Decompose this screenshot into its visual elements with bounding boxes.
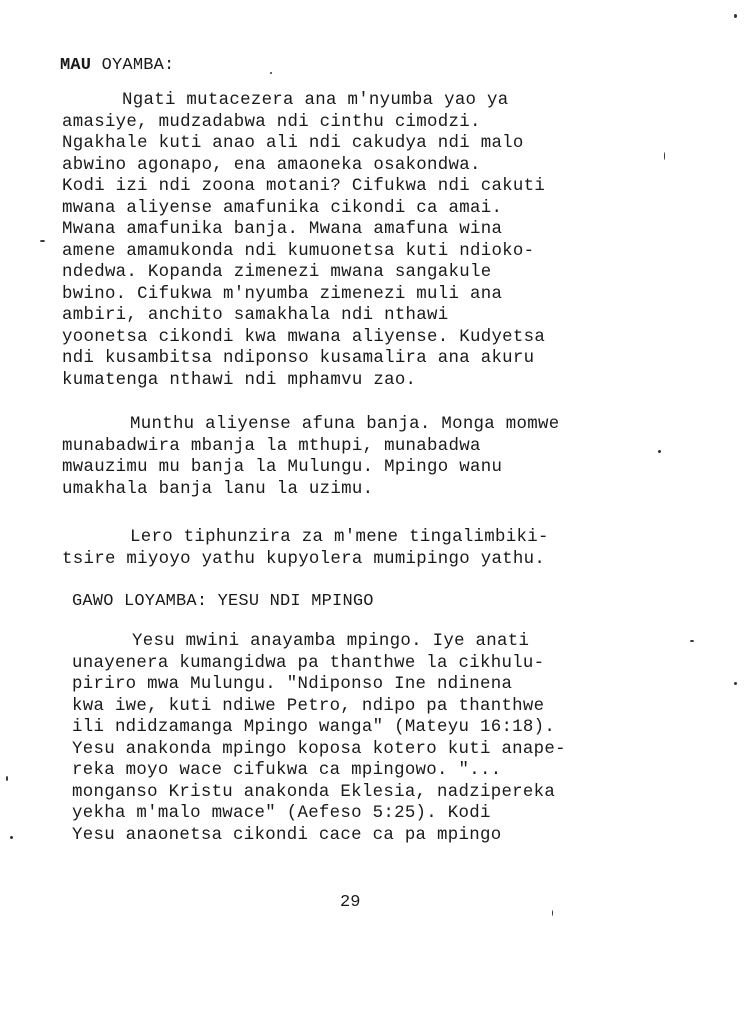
- paragraph-line: mwauzimu mu banja la Mulungu. Mpingo wanu: [62, 458, 503, 477]
- paragraph-line: umakhala banja lanu la uzimu.: [62, 479, 374, 499]
- paragraph-line: kumatenga nthawi ndi mphamvu zao.: [62, 370, 417, 390]
- paragraph-line: Kodi izi ndi zoona motani? Cifukwa ndi cakuti: [62, 177, 546, 196]
- paragraph-line: yoonetsa cikondi kwa mwana aliyense. Kudyetsa: [62, 327, 546, 347]
- scan-speck: [664, 152, 665, 160]
- paragraph-line: Munthu aliyense afuna banja. Monga momwe: [130, 415, 560, 434]
- scan-speck: [690, 640, 694, 642]
- paragraph-line: Ngakhale kuti anao ali ndi cakudya ndi malo: [62, 134, 524, 153]
- scan-speck: [734, 14, 737, 18]
- paragraph-2: [62, 414, 662, 500]
- paragraph-line: ndi kusambitsa ndiponso kusamalira ana akuru: [62, 349, 535, 368]
- paragraph-line: ili ndidzamanga Mpingo wanga" (Mateyu 16:18).: [72, 718, 556, 737]
- scan-speck: [552, 910, 553, 916]
- paragraph-line: monganso Kristu anakonda Eklesia, nadzipereka: [72, 782, 556, 802]
- scan-speck: [6, 776, 8, 781]
- paragraph-line: bwino. Cifukwa m'nyumba zimenezi muli ana: [62, 284, 503, 304]
- section-heading-prefix: MAU: [60, 56, 92, 75]
- section-heading: [60, 56, 174, 75]
- paragraph-line: tsire miyoyo yathu kupyolera mumipingo yathu.: [62, 549, 546, 569]
- paragraph-line: Yesu anakonda mpingo koposa kotero kuti anape-: [72, 739, 566, 759]
- paragraph-line: piriro mwa Mulungu. "Ndiponso Ine ndinena: [72, 675, 513, 694]
- subsection-heading: GAWO LOYAMBA: YESU NDI MPINGO: [72, 592, 374, 611]
- paragraph-line: Mwana amafunika banja. Mwana amafuna wina: [62, 220, 503, 239]
- scan-speck: [10, 836, 13, 839]
- page-number: 29: [340, 893, 361, 912]
- paragraph-line: kwa iwe, kuti ndiwe Petro, ndipo pa thanthwe: [72, 696, 545, 716]
- paragraph-line: munabadwira mbanja la mthupi, munabadwa: [62, 436, 481, 456]
- scan-speck: [734, 682, 737, 685]
- paragraph-line: reka moyo wace cifukwa ca mpingowo. "...: [72, 761, 502, 780]
- paragraph-line: Yesu mwini anayamba mpingo. Iye anati: [132, 632, 530, 651]
- paragraph-line: Yesu anaonetsa cikondi cace ca pa mpingo: [72, 825, 502, 845]
- paragraph-line: ndedwa. Kopanda zimenezi mwana sangakule: [62, 263, 492, 282]
- paragraph-line: unayenera kumangidwa pa thanthwe la cikhulu-: [72, 653, 545, 673]
- paragraph-line: amasiye, mudzadabwa ndi cinthu cimodzi.: [62, 112, 481, 132]
- paragraph-4: [72, 631, 672, 846]
- paragraph-line: Ngati mutacezera ana m'nyumba yao ya: [122, 91, 509, 110]
- paragraph-line: amene amamukonda ndi kumuonetsa kuti ndioko-: [62, 241, 535, 261]
- paragraph-line: yekha m'malo mwace" (Aefeso 5:25). Kodi: [72, 804, 491, 823]
- section-heading-rest: OYAMBA:: [91, 56, 175, 75]
- paragraph-line: mwana aliyense amafunika cikondi ca amai.: [62, 198, 503, 218]
- paragraph-3: [62, 527, 662, 570]
- paragraph-line: ambiri, anchito samakhala ndi nthawi: [62, 306, 449, 325]
- scan-speck: [270, 72, 272, 74]
- paragraph-1: [62, 90, 662, 391]
- paragraph-line: abwino agonapo, ena amaoneka osakondwa.: [62, 155, 481, 175]
- scan-speck: [40, 240, 45, 242]
- paragraph-line: Lero tiphunzira za m'mene tingalimbiki-: [130, 528, 549, 547]
